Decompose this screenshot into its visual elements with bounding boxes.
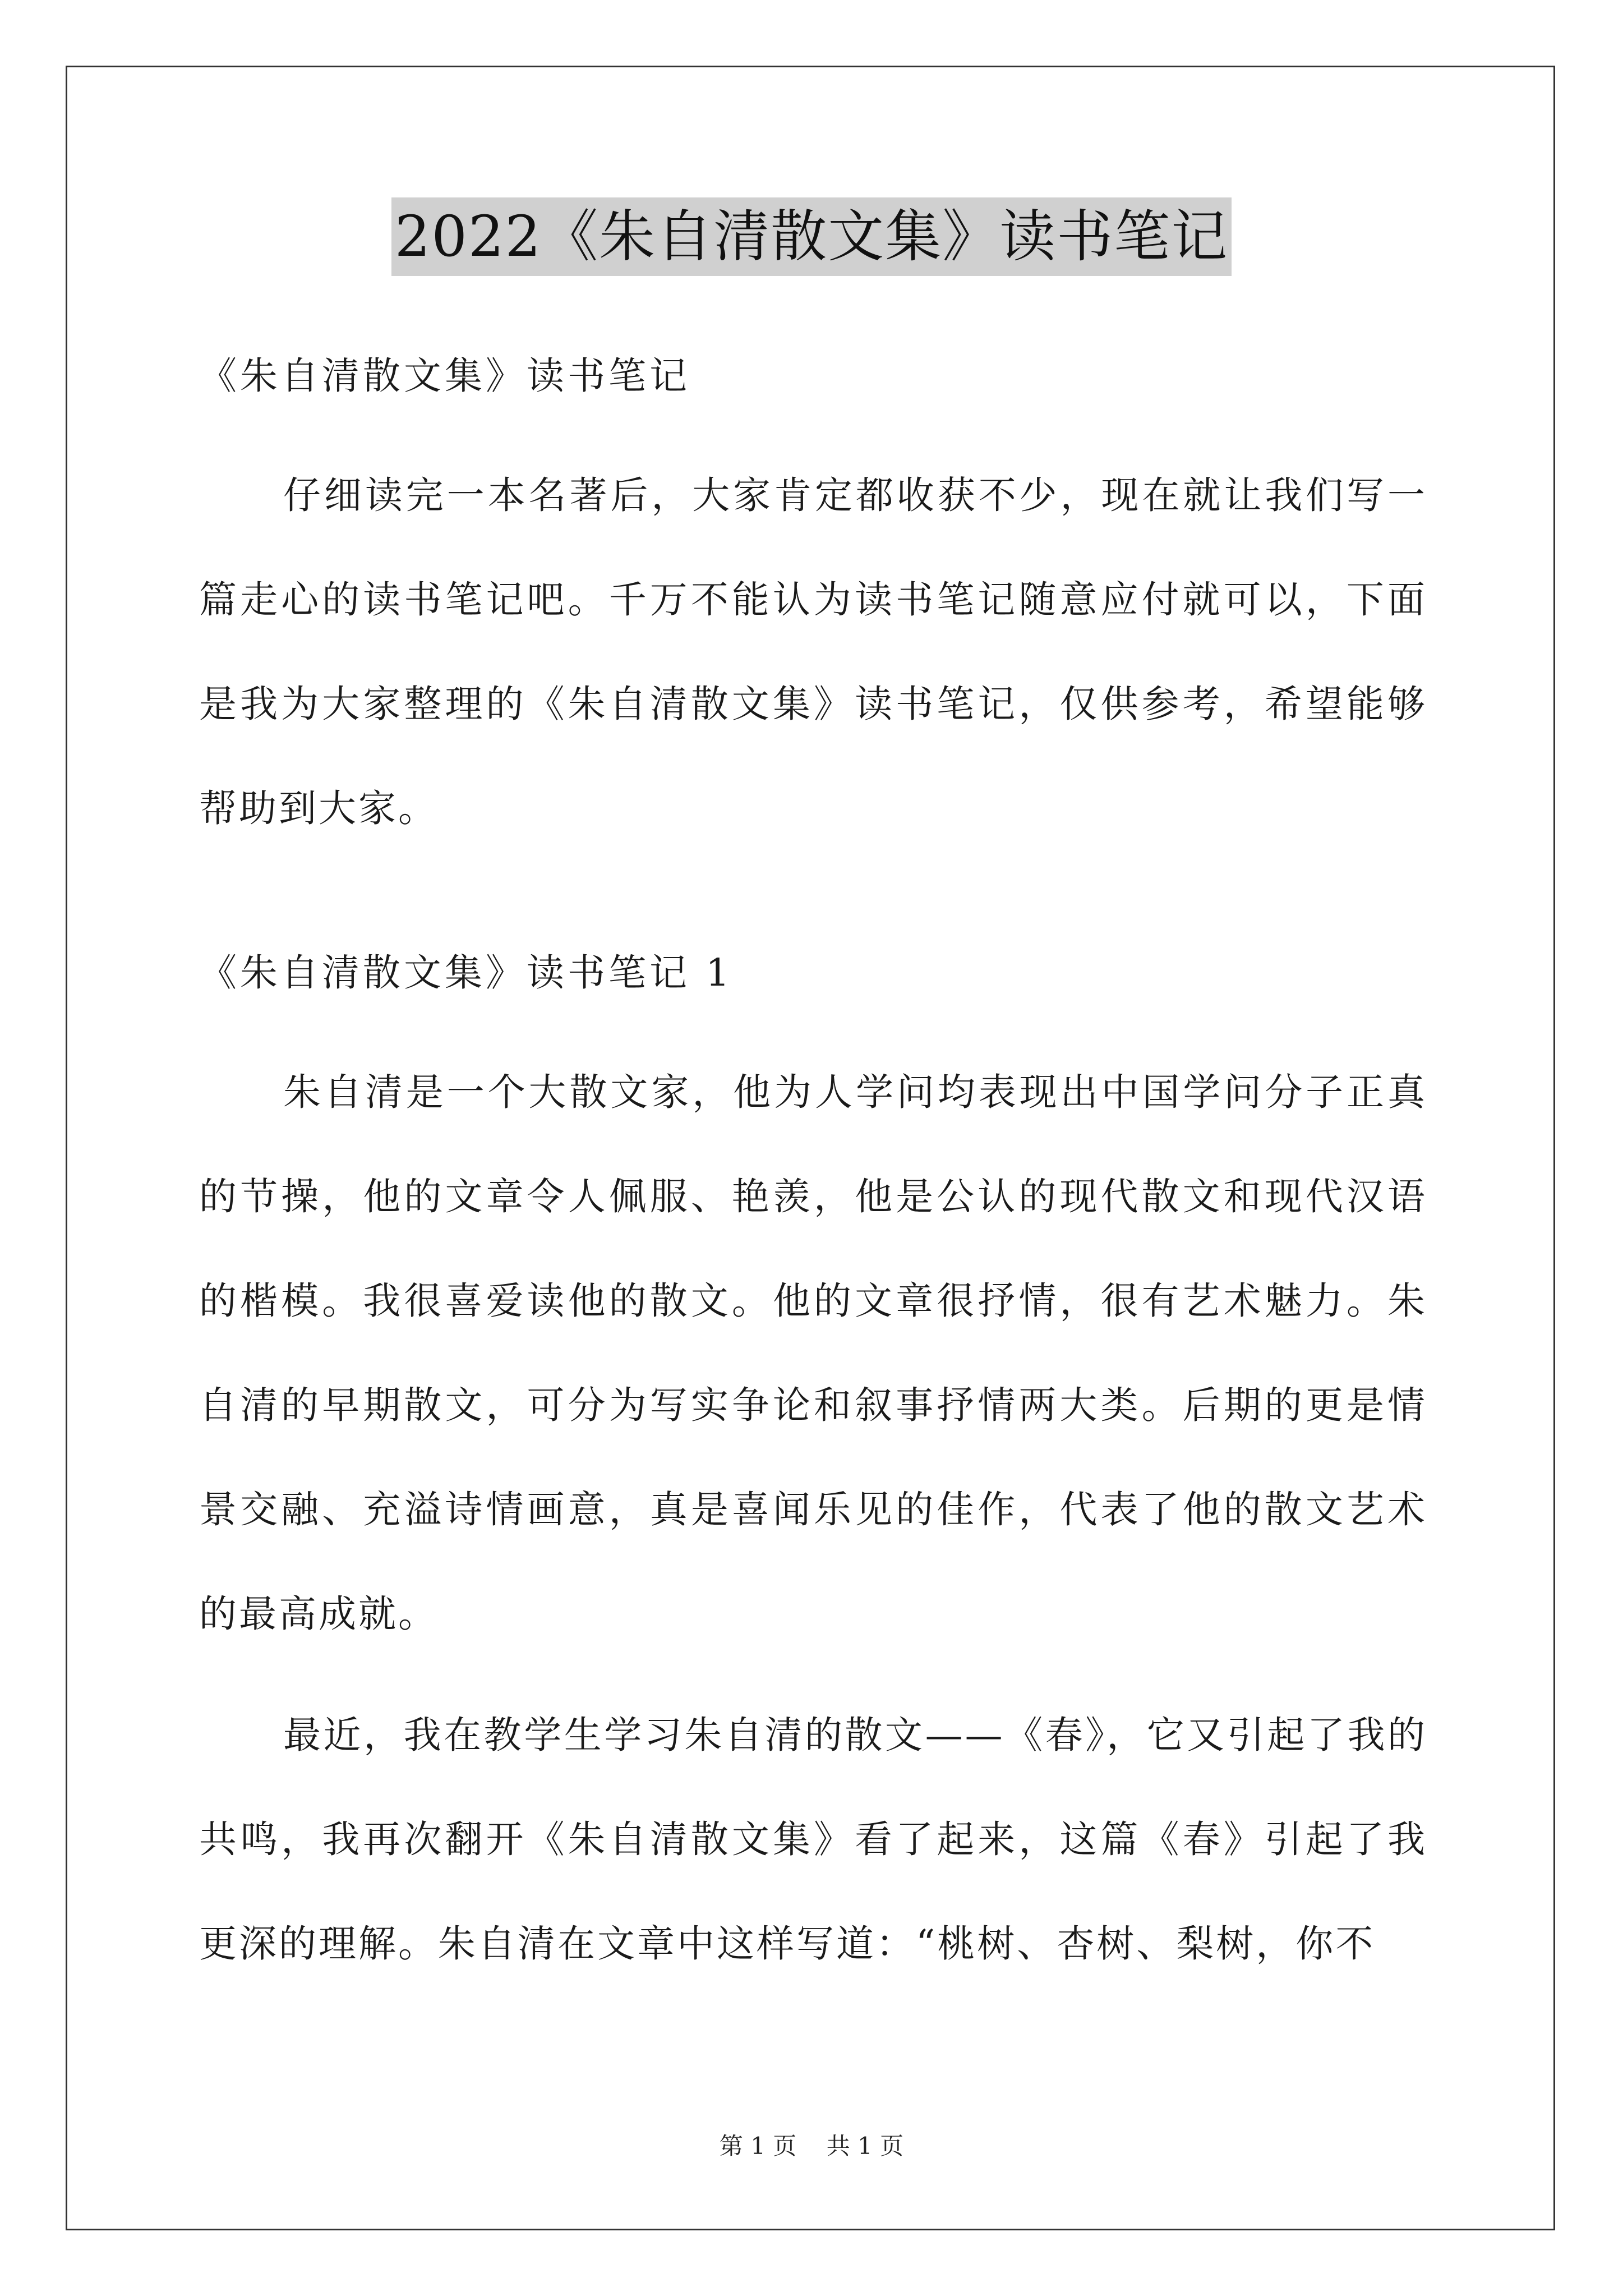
intro-paragraph: 仔细读完一本名著后，大家肯定都收获不少，现在就让我们写一篇走心的读书笔记吧。千万不能认为读书笔记随意应付就可以，下面是我为大家整理的《朱自清散文集》读书笔记，仅供参考，希望能够帮助到大家。 xyxy=(199,473,1427,830)
section1-paragraph-1: 朱自清是一个大散文家，他为人学问均表现出中国学问分子正真的节操，他的文章令人佩服、艳羡，他是公认的现代散文和现代汉语的楷模。我很喜爱读他的散文。他的文章很抒情，很有艺术魅力。朱自清的早期散文，可分为写实争论和叙事抒情两大类。后期的更是情景交融、充溢诗情画意，真是喜闻乐见的佳作，代表了他的散文艺术的最高成就。 xyxy=(199,1070,1427,1636)
document-body xyxy=(199,337,1427,1996)
document-title: 2022《朱自清散文集》读书笔记 xyxy=(391,197,1232,276)
section1-heading: 《朱自清散文集》读书笔记 1 xyxy=(199,951,733,995)
intro-heading: 《朱自清散文集》读书笔记 xyxy=(199,354,690,398)
spacer xyxy=(199,426,1427,443)
spacer xyxy=(199,1666,1427,1683)
section-spacer xyxy=(199,861,1427,933)
spacer xyxy=(199,1023,1427,1040)
section1-paragraph-2: 最近，我在教学生学习朱自清的散文——《春》，它又引起了我的共鸣，我再次翻开《朱自清散文集》看了起来，这篇《春》引起了我更深的理解。朱自清在文章中这样写道：“桃树、杏树、梨树，你不 xyxy=(199,1713,1427,1966)
page-footer: 第 1 页 共 1 页 xyxy=(719,2132,904,2160)
title-container xyxy=(0,197,1623,276)
